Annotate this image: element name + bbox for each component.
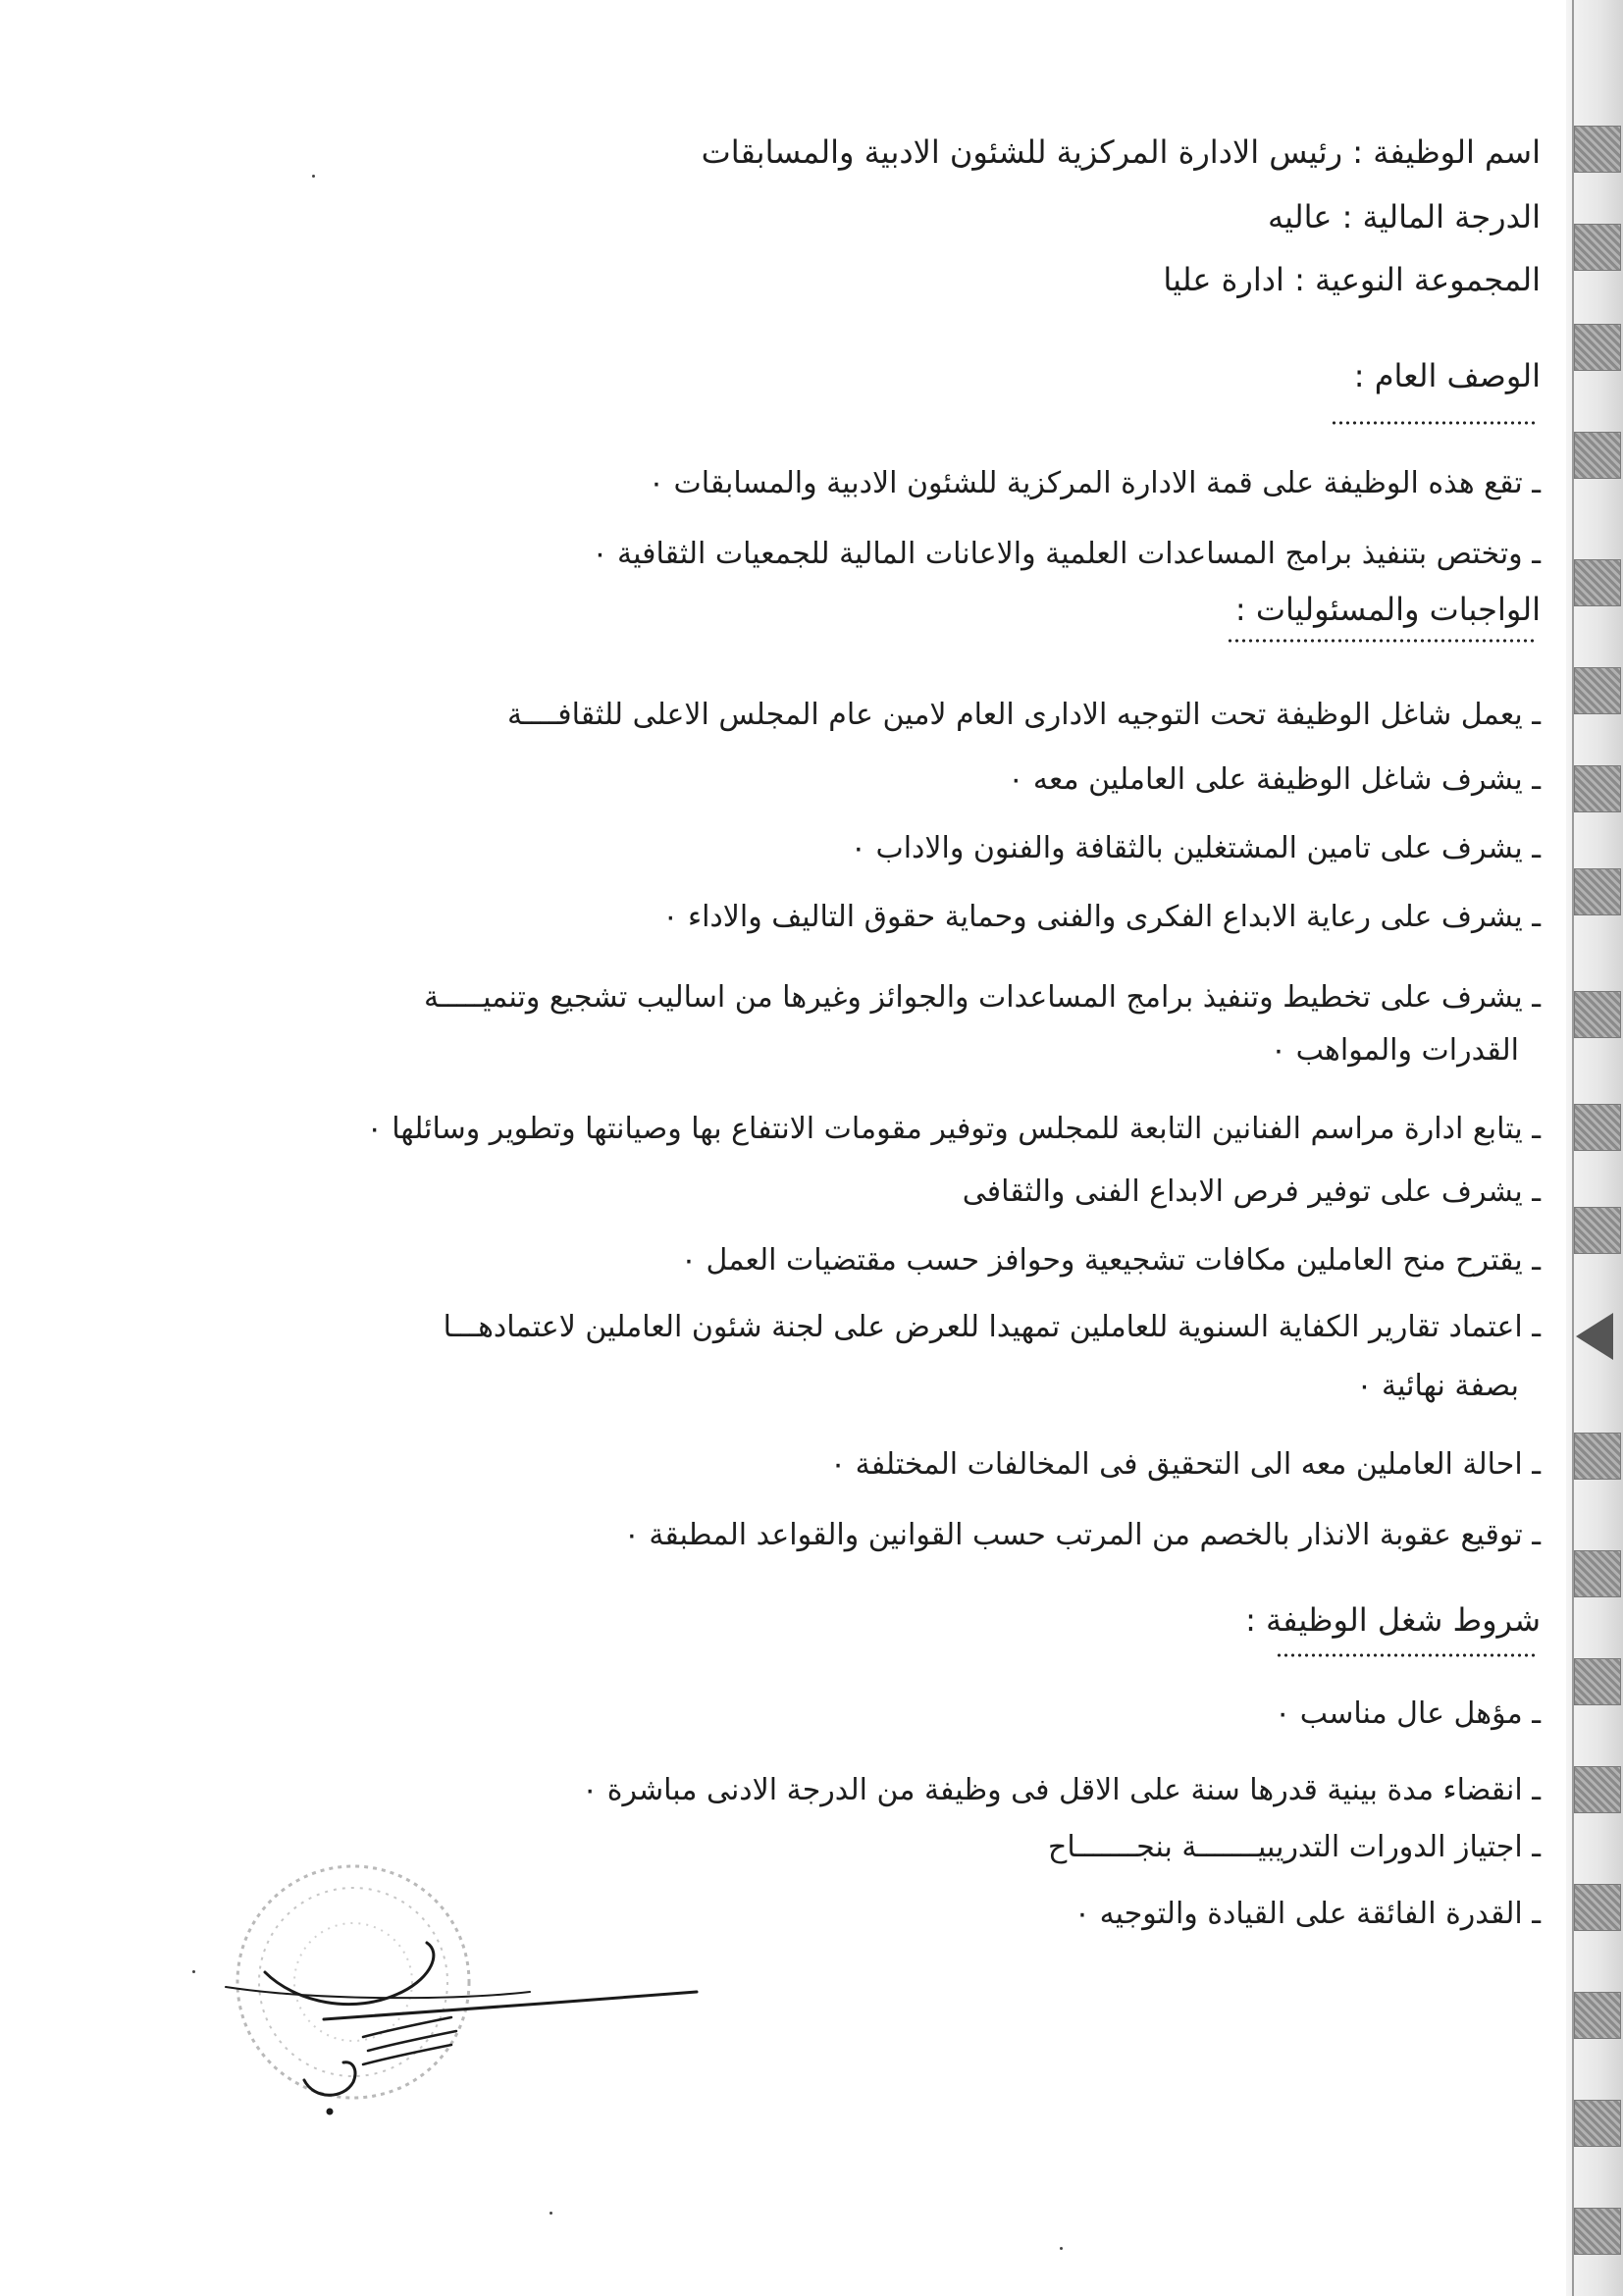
heading-underline [1227,638,1537,644]
duty-item: ـ اعتماد تقارير الكفاية السنوية للعاملين تمهيدا للعرض على لجنة شئون العاملين لاعتمادهـــا [443,1310,1541,1344]
scan-speck [1060,2247,1063,2250]
duties-heading: الواجبات والمسئوليات : [1234,591,1541,628]
condition-item: ـ اجتياز الدورات التدريبيـــــــة بنجـــــــاح [1048,1830,1541,1864]
financial-grade: الدرجة المالية : عاليه [1268,198,1541,235]
punch-hole [1574,765,1621,812]
binding-notch [1576,1313,1613,1360]
stamp-and-signature [206,1854,716,2168]
duty-item: ـ يشرف على تامين المشتغلين بالثقافة والفنون والاداب ٠ [850,831,1541,865]
punch-hole [1574,324,1621,371]
punch-hole [1574,1550,1621,1597]
punch-hole [1574,2100,1621,2147]
duty-item: ـ يقترح منح العاملين مكافات تشجيعية وحوافز حسب مقتضيات العمل ٠ [680,1243,1541,1278]
scan-speck [312,175,315,178]
heading-underline [1331,420,1537,426]
heading-underline [1276,1652,1537,1658]
duty-item: ـ يشرف على تخطيط وتنفيذ برامج المساعدات والجوائز وغيرها من اساليب تشجيع وتنميـــــة [424,980,1541,1015]
duty-item: ـ احالة العاملين معه الى التحقيق فى المخالفات المختلفة ٠ [829,1447,1541,1482]
duty-item: ـ يتابع ادارة مراسم الفنانين التابعة للمجلس وتوفير مقومات الانتفاع بها وصيانتها وتطوير وسائلها ٠ [366,1112,1541,1146]
job-title: اسم الوظيفة : رئيس الادارة المركزية للشئون الادبية والمسابقات [701,133,1541,171]
punch-hole [1574,1766,1621,1813]
punch-hole [1574,1433,1621,1480]
punch-hole [1574,1992,1621,2039]
duty-item: ـ توقيع عقوبة الانذار بالخصم من المرتب حسب القوانين والقواعد المطبقة ٠ [623,1518,1541,1552]
punch-hole [1574,991,1621,1038]
duty-item: ـ يشرف على رعاية الابداع الفكرى والفنى وحماية حقوق التاليف والاداء ٠ [662,900,1541,934]
punch-hole [1574,2208,1621,2255]
conditions-heading: شروط شغل الوظيفة : [1245,1601,1541,1639]
punch-hole [1574,1104,1621,1151]
punch-hole [1574,224,1621,271]
duty-item-continued: القدرات والمواهب ٠ [1270,1033,1519,1068]
condition-item: ـ القدرة الفائقة على القيادة والتوجيه ٠ [1073,1897,1541,1931]
duty-item: ـ يشرف على توفير فرص الابداع الفنى والثقافى [962,1174,1541,1209]
scan-speck [192,1970,195,1973]
punch-hole [1574,432,1621,479]
punch-hole [1574,126,1621,173]
description-item: ـ وتختص بتنفيذ برامج المساعدات العلمية والاعانات المالية للجمعيات الثقافية ٠ [592,537,1541,571]
punch-hole [1574,868,1621,915]
general-description-heading: الوصف العام : [1353,357,1541,394]
punch-hole [1574,1884,1621,1931]
condition-item: ـ مؤهل عال مناسب ٠ [1275,1696,1541,1731]
scan-speck [550,2212,552,2215]
duty-item: ـ يعمل شاغل الوظيفة تحت التوجيه الادارى العام لامين عام المجلس الاعلى للثقافــــة [507,698,1541,732]
handwritten-signature [226,1943,697,2114]
description-item: ـ تقع هذه الوظيفة على قمة الادارة المركزية للشئون الادبية والمسابقات ٠ [648,466,1541,500]
official-stamp [237,1866,469,2098]
duty-item: ـ يشرف شاغل الوظيفة على العاملين معه ٠ [1008,762,1541,797]
duty-item-continued: بصفة نهائية ٠ [1356,1369,1519,1403]
punch-hole [1574,1207,1621,1254]
punch-hole [1574,1658,1621,1705]
job-group: المجموعة النوعية : ادارة عليا [1163,261,1541,298]
condition-item: ـ انقضاء مدة بينية قدرها سنة على الاقل فى وظيفة من الدرجة الادنى مباشرة ٠ [582,1773,1541,1807]
punch-hole [1574,667,1621,714]
punch-hole [1574,559,1621,606]
